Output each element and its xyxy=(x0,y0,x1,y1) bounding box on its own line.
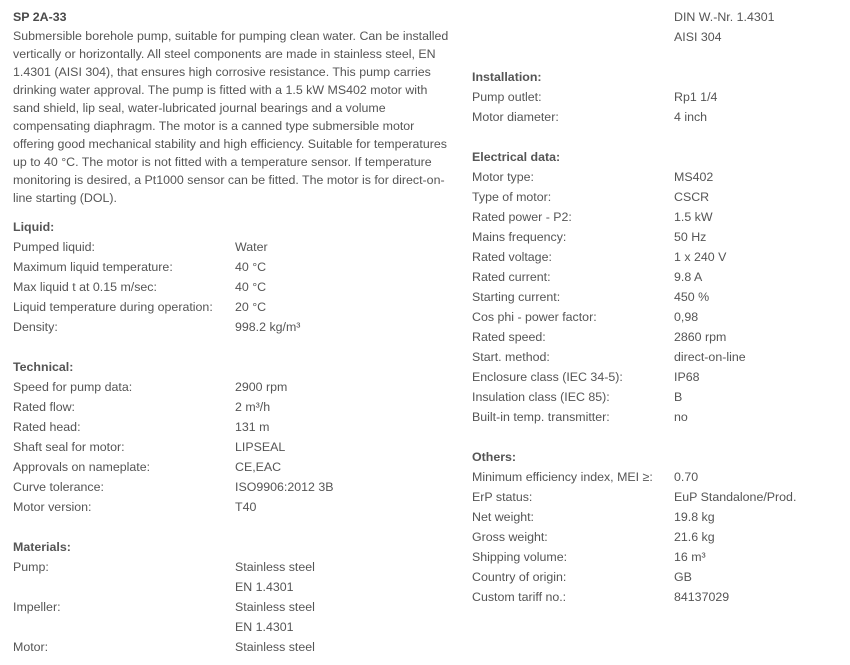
spec-label: Pump outlet: xyxy=(472,90,542,104)
spec-value: AISI 304 xyxy=(674,30,722,44)
spec-row xyxy=(472,487,842,507)
spec-label: Built-in temp. transmitter: xyxy=(472,410,610,424)
section-title: Liquid: xyxy=(13,220,55,234)
spec-row xyxy=(472,407,842,427)
spec-row xyxy=(13,437,453,457)
spec-row xyxy=(472,287,842,307)
spec-row xyxy=(472,387,842,407)
spec-label: Rated speed: xyxy=(472,330,546,344)
spec-row xyxy=(472,367,842,387)
spec-row xyxy=(472,207,842,227)
spec-value: 1 x 240 V xyxy=(674,250,727,264)
spec-row xyxy=(13,277,453,297)
spec-label: Impeller: xyxy=(13,600,61,614)
section-title: Electrical data: xyxy=(472,150,561,164)
spec-label: Pump: xyxy=(13,560,49,574)
spec-label: Cos phi - power factor: xyxy=(472,310,597,324)
spec-value: GB xyxy=(674,570,692,584)
spec-value: 20 °C xyxy=(235,300,267,314)
spec-value: 998.2 kg/m³ xyxy=(235,320,301,334)
spec-label: Density: xyxy=(13,320,58,334)
spec-row xyxy=(13,637,453,657)
spec-label: Motor type: xyxy=(472,170,534,184)
spec-label: Rated voltage: xyxy=(472,250,552,264)
spec-value: Stainless steel xyxy=(235,640,315,654)
liquid-section xyxy=(13,217,453,337)
technical-section xyxy=(13,357,453,517)
spec-value: LIPSEAL xyxy=(235,440,286,454)
spec-row xyxy=(13,317,453,337)
spec-label xyxy=(13,577,235,597)
spec-label: Motor diameter: xyxy=(472,110,559,124)
spec-value: CSCR xyxy=(674,190,710,204)
spec-label: Starting current: xyxy=(472,290,561,304)
spec-value: direct-on-line xyxy=(674,350,746,364)
spec-value: IP68 xyxy=(674,370,700,384)
spec-value: Water xyxy=(235,240,268,254)
product-title: SP 2A-33 xyxy=(13,10,67,24)
spec-row xyxy=(472,567,842,587)
spec-row xyxy=(13,237,453,257)
spec-label: ErP status: xyxy=(472,490,533,504)
right-column xyxy=(472,0,842,607)
spec-value: DIN W.-Nr. 1.4301 xyxy=(674,10,775,24)
spec-value: 16 m³ xyxy=(674,550,706,564)
others-section xyxy=(472,447,842,607)
spec-label: Max liquid t at 0.15 m/sec: xyxy=(13,280,157,294)
spec-row xyxy=(472,547,842,567)
spec-row xyxy=(472,227,842,247)
spec-label: Speed for pump data: xyxy=(13,380,133,394)
spec-value: 1.5 kW xyxy=(674,210,713,224)
section-title: Installation: xyxy=(472,70,542,84)
spec-value: B xyxy=(674,390,683,404)
spec-row xyxy=(13,417,453,437)
spec-label: Rated head: xyxy=(13,420,81,434)
spec-value: Stainless steel xyxy=(235,560,315,574)
spec-label: Motor: xyxy=(13,640,49,654)
spec-label xyxy=(13,617,235,637)
spec-row xyxy=(13,257,453,277)
spec-value: EN 1.4301 xyxy=(235,620,294,634)
spec-row xyxy=(13,397,453,417)
spec-value: 2 m³/h xyxy=(235,400,271,414)
spec-label: Gross weight: xyxy=(472,530,548,544)
electrical-section xyxy=(472,147,842,427)
spec-label: Net weight: xyxy=(472,510,534,524)
spec-label: Shipping volume: xyxy=(472,550,568,564)
spec-value: 40 °C xyxy=(235,280,267,294)
spec-value: 0.70 xyxy=(674,470,699,484)
spec-row xyxy=(13,557,453,577)
spec-label xyxy=(472,27,674,47)
spec-row xyxy=(13,477,453,497)
spec-row xyxy=(472,467,842,487)
section-title: Technical: xyxy=(13,360,74,374)
spec-label: Motor version: xyxy=(13,500,92,514)
spec-label: Maximum liquid temperature: xyxy=(13,260,173,274)
spec-row xyxy=(472,107,842,127)
spec-label: Rated power - P2: xyxy=(472,210,572,224)
spec-label: Mains frequency: xyxy=(472,230,567,244)
section-title: Others: xyxy=(472,450,517,464)
product-description: Submersible borehole pump, suitable for pumping clean water. Can be installed vertically or horizontally. All steel components are made in stainless steel, EN 1.4301 (AISI 304), that ensures high corrosive resistance. This pump carries drinking water approval. The pump is fitted with a 1.5 kW MS402 motor with sand shield, lip seal, water-lubricated journal bearings and a volume compensating diaphragm. The motor is a canned type submersible motor offering good mechanical stability and high efficiency. Suitable for temperatures up to 40 °C. The motor is not fitted with a temperature sensor. If temperature monitoring is desired, a Pt1000 sensor can be fitted. The motor is for direct-on-line starting (DOL). xyxy=(13,29,449,205)
spec-row xyxy=(472,27,842,47)
spec-label: Minimum efficiency index, MEI ≥: xyxy=(472,470,653,484)
spec-value: 4 inch xyxy=(674,110,708,124)
spec-label: Type of motor: xyxy=(472,190,552,204)
spec-label: Liquid temperature during operation: xyxy=(13,300,213,314)
spec-row xyxy=(13,617,453,637)
spec-row xyxy=(472,587,842,607)
spec-row xyxy=(472,267,842,287)
spec-row xyxy=(472,167,842,187)
spec-value: 0,98 xyxy=(674,310,699,324)
spec-value: 50 Hz xyxy=(674,230,707,244)
spec-value: 21.6 kg xyxy=(674,530,715,544)
spec-row xyxy=(472,327,842,347)
spec-label xyxy=(472,7,674,27)
spec-value: Stainless steel xyxy=(235,600,315,614)
spec-value: 9.8 A xyxy=(674,270,703,284)
materials-continued xyxy=(472,7,842,47)
spec-value: no xyxy=(674,410,688,424)
spec-label: Shaft seal for motor: xyxy=(13,440,125,454)
spec-value: T40 xyxy=(235,500,257,514)
spec-row xyxy=(472,307,842,327)
spec-row xyxy=(13,497,453,517)
spec-label: Country of origin: xyxy=(472,570,567,584)
materials-section xyxy=(13,537,453,657)
spec-row xyxy=(472,187,842,207)
spec-row xyxy=(13,457,453,477)
spec-label: Enclosure class (IEC 34-5): xyxy=(472,370,623,384)
spec-row xyxy=(13,577,453,597)
spec-value: MS402 xyxy=(674,170,714,184)
spec-label: Curve tolerance: xyxy=(13,480,104,494)
spec-row xyxy=(13,597,453,617)
spec-value: EuP Standalone/Prod. xyxy=(674,490,797,504)
spec-value: 2860 rpm xyxy=(674,330,727,344)
spec-value: 450 % xyxy=(674,290,710,304)
spec-label: Start. method: xyxy=(472,350,550,364)
spec-row xyxy=(472,507,842,527)
spec-value: EN 1.4301 xyxy=(235,580,294,594)
spec-value: 19.8 kg xyxy=(674,510,715,524)
spec-row xyxy=(472,247,842,267)
spec-label: Rated current: xyxy=(472,270,551,284)
spec-row xyxy=(13,297,453,317)
installation-section xyxy=(472,67,842,127)
spec-value: CE,EAC xyxy=(235,460,282,474)
spec-value: ISO9906:2012 3B xyxy=(235,480,334,494)
left-column xyxy=(13,0,453,657)
spec-row xyxy=(472,527,842,547)
spec-label: Rated flow: xyxy=(13,400,75,414)
spec-label: Pumped liquid: xyxy=(13,240,95,254)
spec-value: 40 °C xyxy=(235,260,267,274)
spec-label: Approvals on nameplate: xyxy=(13,460,151,474)
spec-value: 2900 rpm xyxy=(235,380,288,394)
spec-label: Insulation class (IEC 85): xyxy=(472,390,610,404)
spec-row xyxy=(472,347,842,367)
spec-row xyxy=(472,87,842,107)
spec-row xyxy=(13,377,453,397)
spec-row xyxy=(472,7,842,27)
spec-value: 131 m xyxy=(235,420,270,434)
section-title: Materials: xyxy=(13,540,71,554)
spec-value: 84137029 xyxy=(674,590,730,604)
spec-label: Custom tariff no.: xyxy=(472,590,567,604)
spec-value: Rp1 1/4 xyxy=(674,90,718,104)
